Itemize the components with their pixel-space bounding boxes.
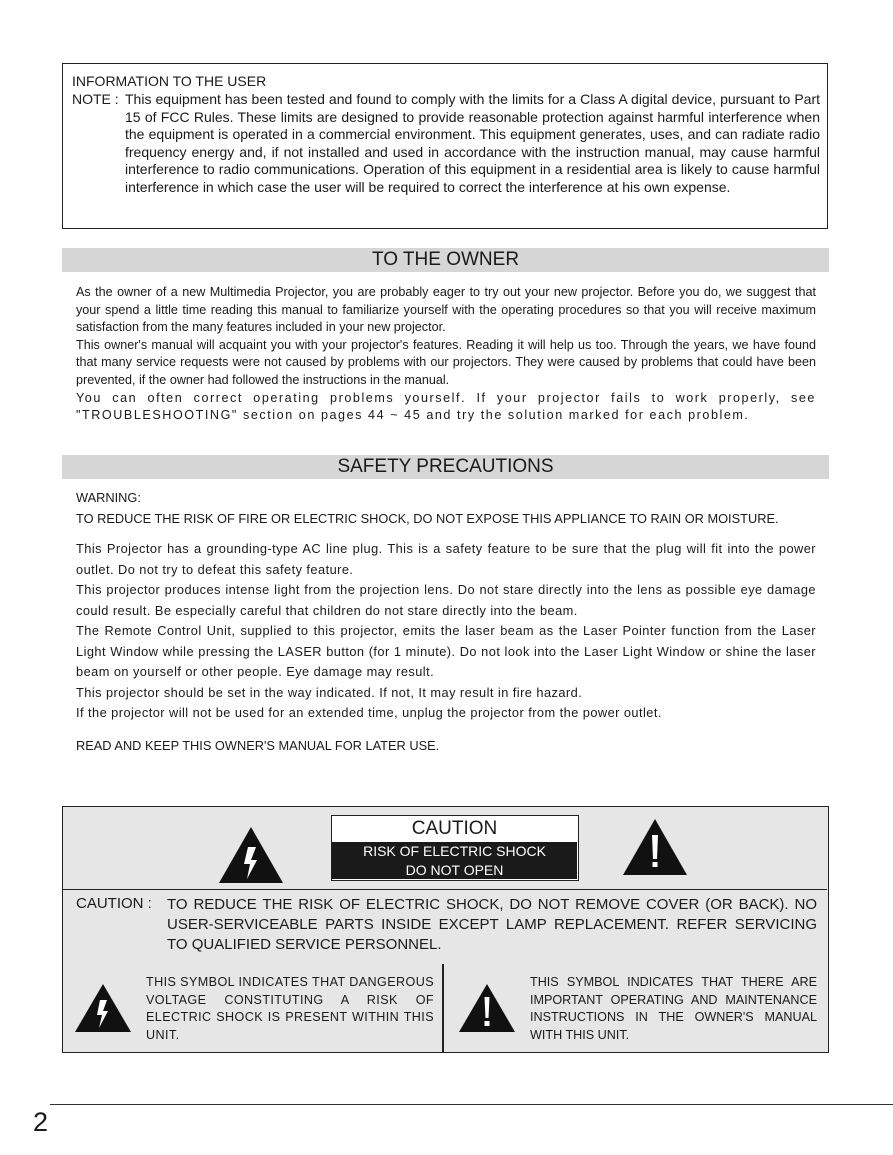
warning-label: WARNING:	[76, 490, 141, 505]
safety-paragraph: This projector produces intense light from the projection lens. Do not stare directly into the lens as possible eye damage could result. Be especially careful that children do not stare directly into the beam.	[76, 582, 816, 618]
owner-paragraph	[76, 390, 816, 425]
warning-text: TO REDUCE THE RISK OF FIRE OR ELECTRIC SHOCK, DO NOT EXPOSE THIS APPLIANCE TO RAIN OR MOISTURE.	[76, 510, 779, 526]
caution-statement-text: TO REDUCE THE RISK OF ELECTRIC SHOCK, DO NOT REMOVE COVER (OR BACK). NO USER-SERVICEABLE PARTS INSIDE EXCEPT LAMP REPLACEMENT. REFER SERVICING TO QUALIFIED SERVICE PERSONNEL.	[167, 896, 817, 953]
safety-heading: SAFETY PRECAUTIONS	[62, 455, 829, 479]
symbol-divider	[442, 964, 444, 1052]
voltage-symbol-text: THIS SYMBOL INDICATES THAT DANGEROUS VOLTAGE CONSTITUTING A RISK OF ELECTRIC SHOCK IS PRESENT WITHIN THIS UNIT.	[146, 975, 435, 1042]
safety-paragraph: The Remote Control Unit, supplied to this projector, emits the laser beam as the Laser Pointer function from the Laser Light Window while pressing the LASER button (for 1 minute). Do not look into the Laser Light Window or shine the laser beam on yourself or other people. Eye damage may result.	[76, 623, 816, 679]
safety-paragraph: If the projector will not be used for an extended time, unplug the projector from the power outlet.	[76, 705, 662, 720]
safety-paragraph: This projector should be set in the way indicated. If not, It may result in fire hazard.	[76, 684, 583, 700]
exclamation-warning-icon	[623, 819, 687, 875]
info-title: INFORMATION TO THE USER	[72, 73, 267, 89]
caution-statement-label: CAUTION :	[76, 895, 152, 912]
safety-paragraph: This Projector has a grounding-type AC line plug. This is a safety feature to be sure that the plug will fit into the power outlet. Do not try to defeat this safety feature.	[76, 541, 816, 577]
info-note-label: NOTE :	[72, 91, 119, 107]
risk-line-1: RISK OF ELECTRIC SHOCK	[363, 843, 546, 859]
owner-section	[76, 284, 816, 425]
exclamation-warning-icon	[459, 984, 515, 1032]
footer-rule	[50, 1104, 893, 1105]
owner-paragraph: This owner's manual will acquaint you with your projector's features. Reading it will help us too. Through the years, we have found that many service requests were not caused by problems with our projectors. They were caused by problems that could have been prevented, if the owner had followed the instructions in the manual.	[76, 337, 816, 387]
risk-line-2: DO NOT OPEN	[405, 861, 504, 878]
caution-label-box	[331, 815, 579, 881]
safety-section	[76, 488, 816, 756]
lightning-warning-icon	[219, 827, 283, 883]
keep-manual-note: READ AND KEEP THIS OWNER'S MANUAL FOR LATER USE.	[76, 737, 440, 753]
info-note-text: This equipment has been tested and found to comply with the limits for a Class A digital device, pursuant to Part 15 of FCC Rules. These limits are designed to provide reasonable protection against harmful interference when the equipment is operated in a commercial environment. This equipment generates, uses, and can radiate radio frequency energy and, if not installed and used in accordance with the instruction manual, may cause harmful interference to radio communications. Operation of this equipment in a residential area is likely to cause harmful interference in which case the user will be required to correct the interference at his own expense.	[125, 91, 820, 195]
owner-paragraph-text: You can often correct operating problems yourself. If your projector fails to work properly, see "TROUBLESHOOTING" section on pages 44 ~ 45 and try the solution marked for each problem.	[76, 390, 816, 423]
owner-heading: TO THE OWNER	[62, 248, 829, 272]
exclamation-symbol-text: THIS SYMBOL INDICATES THAT THERE ARE IMPORTANT OPERATING AND MAINTENANCE INSTRUCTIONS IN THE OWNER'S MANUAL WITH THIS UNIT.	[530, 975, 817, 1042]
symbol-explanation-row	[63, 964, 827, 1052]
page-number: 2	[33, 1107, 49, 1137]
fcc-info-box	[62, 63, 828, 229]
lightning-warning-icon	[75, 984, 131, 1032]
owner-paragraph: As the owner of a new Multimedia Projector, you are probably eager to try out your new projector. Before you do, we suggest that your spend a little time reading this manual to familiarize yourself with the operating procedures so that you will receive maximum satisfaction from the many features included in your new projector.	[76, 285, 816, 335]
caution-panel	[62, 806, 829, 1053]
caution-word: CAUTION	[411, 818, 498, 839]
caution-header-row	[63, 807, 827, 890]
caution-risk-box	[332, 842, 577, 879]
